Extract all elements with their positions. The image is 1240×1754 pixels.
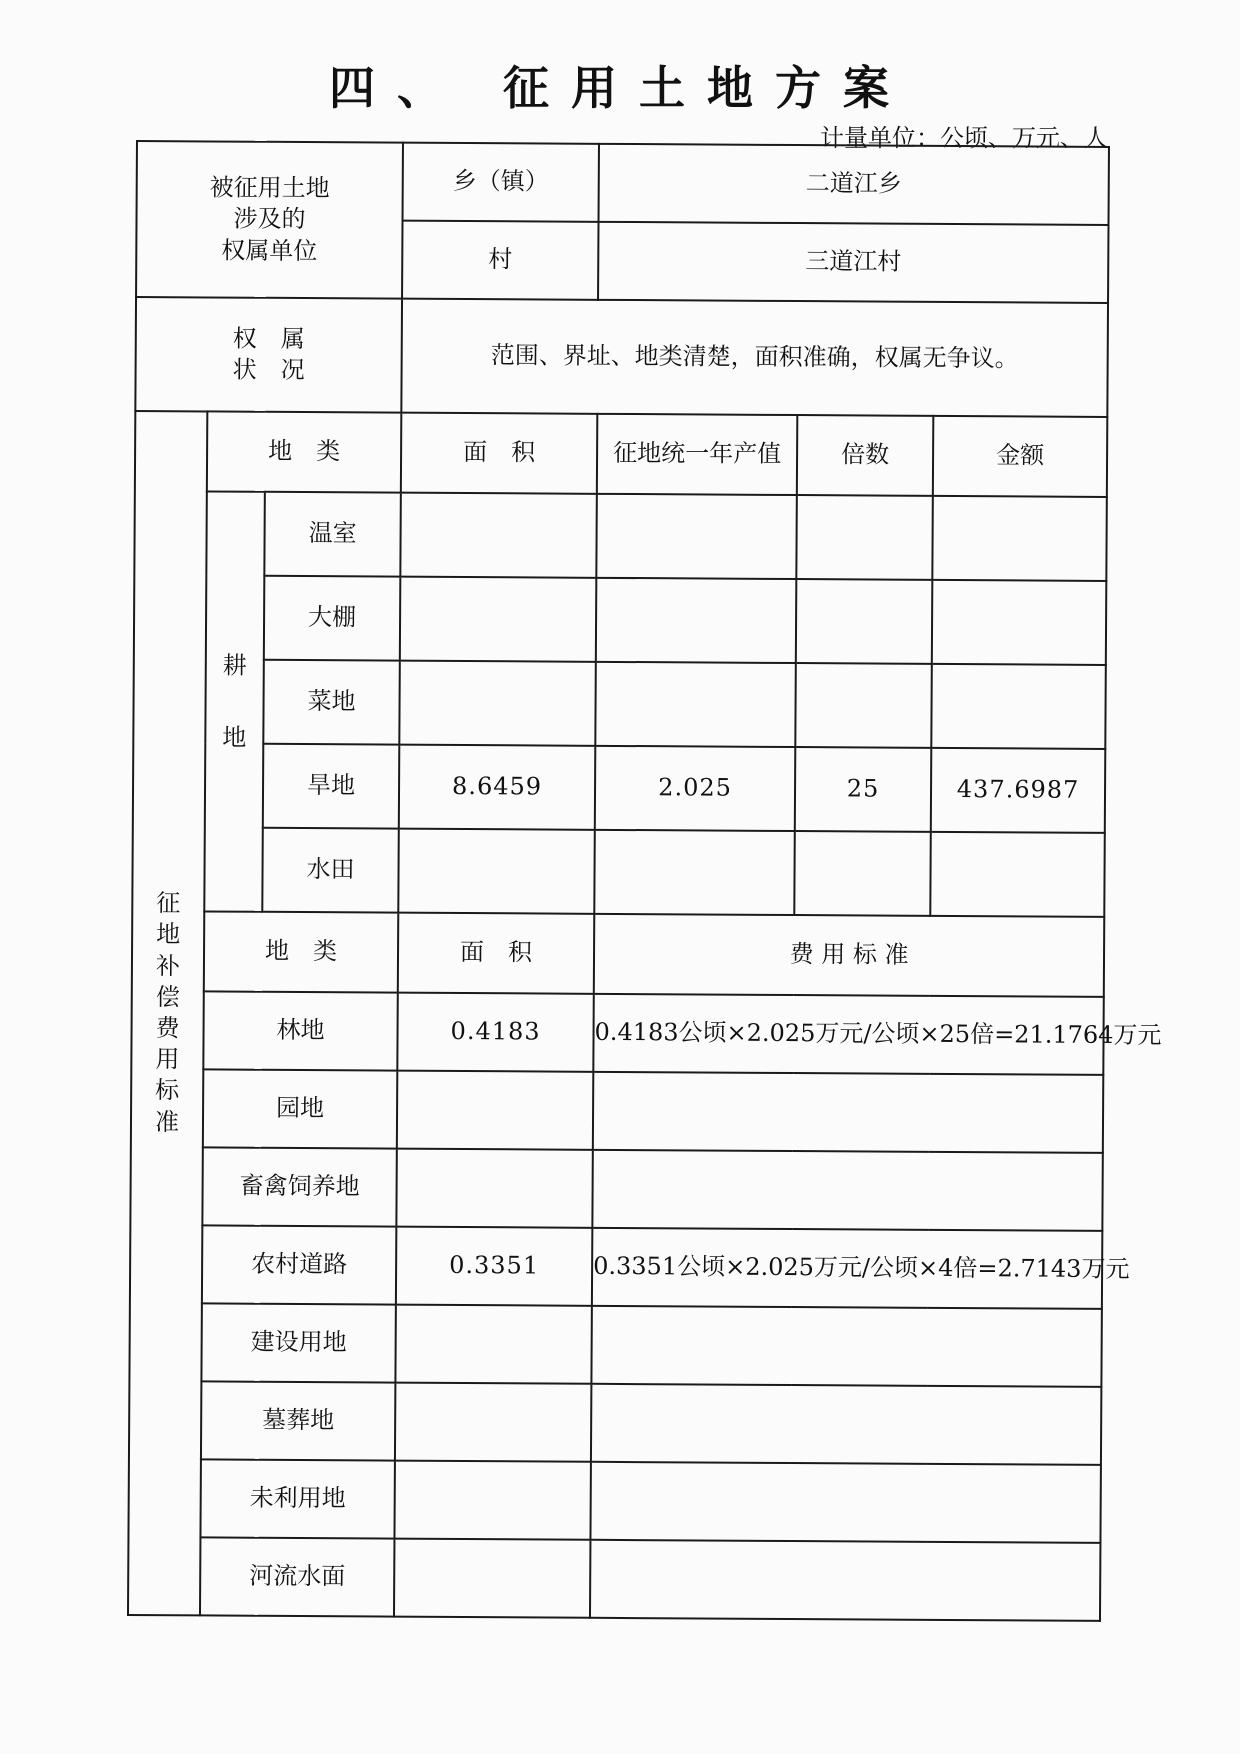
area-cell: 0.4183 — [397, 993, 593, 1072]
area-cell — [394, 1461, 590, 1540]
side-char: 征 — [156, 889, 181, 918]
standard-cell — [593, 1072, 1103, 1153]
land-type-name: 未利用地 — [200, 1459, 395, 1538]
table-row — [128, 1459, 1101, 1543]
ownership-label-line-3: 权属单位 — [221, 236, 318, 265]
village-value: 三道江村 — [598, 222, 1108, 303]
table-row — [134, 575, 1107, 665]
table-row — [134, 491, 1107, 581]
area-cell — [398, 829, 595, 914]
page-title: 四、 征用土地方案 — [328, 61, 911, 115]
area-cell — [400, 577, 597, 662]
multiple-cell — [794, 831, 931, 916]
land-type-name: 畜禽饲养地 — [202, 1147, 397, 1226]
table-row — [133, 659, 1106, 749]
multiple-cell — [796, 579, 933, 664]
multiple-cell: 25 — [795, 747, 932, 832]
township-value: 二道江乡 — [599, 144, 1109, 225]
side-char: 准 — [154, 1107, 180, 1136]
area-cell — [395, 1383, 591, 1462]
amount-cell — [931, 664, 1106, 749]
area-cell — [400, 493, 597, 578]
side-char: 标 — [155, 1076, 180, 1105]
land-type-name: 菜地 — [263, 660, 400, 745]
header-area: 面 积 — [401, 413, 597, 494]
fee-header-standard: 费 用 标 准 — [594, 914, 1105, 997]
multiple-cell — [795, 663, 932, 748]
side-char: 费 — [155, 1014, 180, 1043]
cultivated-label — [204, 491, 265, 911]
land-type-name: 林地 — [203, 991, 398, 1070]
area-cell: 0.3351 — [396, 1227, 592, 1306]
standard-cell — [591, 1306, 1101, 1387]
land-acquisition-table — [127, 140, 1162, 1622]
land-type-name: 大棚 — [264, 576, 401, 661]
table-row — [130, 1147, 1103, 1231]
cultivated-char: 地 — [222, 723, 247, 752]
standard-cell — [591, 1384, 1101, 1465]
header-amount: 金额 — [933, 416, 1108, 497]
area-cell — [397, 1071, 593, 1150]
unit-value-cell — [596, 578, 797, 663]
multiple-cell — [796, 495, 933, 580]
amount-cell — [932, 496, 1107, 581]
table-row — [128, 1537, 1101, 1621]
side-char: 用 — [155, 1045, 180, 1074]
unit-value-cell: 2.025 — [595, 746, 796, 831]
table-row — [129, 1303, 1102, 1387]
land-type-name: 温室 — [264, 492, 401, 577]
standard-cell: 0.3351公顷×2.025万元/公顷×4倍=2.7143万元 — [592, 1228, 1102, 1309]
header-multiple: 倍数 — [797, 415, 933, 496]
unit-value-cell — [595, 662, 796, 747]
side-char: 偿 — [155, 982, 180, 1012]
unit-value-cell — [596, 494, 797, 579]
header-unit-value: 征地统一年产值 — [597, 414, 797, 495]
amount-cell — [932, 580, 1107, 665]
land-type-name: 旱地 — [263, 744, 400, 829]
header-category: 地 类 — [207, 411, 402, 492]
standard-cell — [590, 1540, 1100, 1621]
village-label: 村 — [402, 221, 598, 300]
area-cell — [396, 1149, 592, 1228]
table-row — [133, 743, 1106, 833]
status-label-line-2: 状 况 — [232, 355, 305, 385]
compensation-side-label — [128, 411, 207, 1615]
side-char: 补 — [155, 951, 181, 980]
unit-value-cell — [594, 830, 795, 915]
land-type-name: 园地 — [203, 1069, 398, 1148]
status-label-line-1: 权 属 — [232, 324, 305, 353]
table-row — [129, 1381, 1102, 1465]
standard-cell — [592, 1150, 1102, 1231]
fee-header-category: 地 类 — [204, 911, 399, 992]
ownership-label-line-2: 涉及的 — [233, 205, 306, 234]
area-cell — [395, 1305, 591, 1384]
standard-cell: 0.4183公顷×2.025万元/公顷×25倍=21.1764万元 — [593, 994, 1103, 1075]
side-char: 地 — [156, 920, 181, 949]
township-label: 乡（镇） — [403, 143, 599, 222]
land-type-name: 水田 — [262, 828, 399, 913]
area-cell — [394, 1539, 590, 1618]
area-cell: 8.6459 — [399, 745, 596, 830]
status-value: 范围、界址、地类清楚，面积准确，权属无争议。 — [401, 299, 1108, 417]
status-label — [135, 297, 402, 413]
ownership-label-line-1: 被征用土地 — [209, 173, 330, 203]
land-type-name: 墓葬地 — [201, 1381, 396, 1460]
ownership-label — [136, 141, 403, 299]
table-row — [130, 1225, 1103, 1309]
land-type-name: 农村道路 — [202, 1225, 397, 1304]
land-type-name: 建设用地 — [201, 1303, 396, 1382]
table-row — [131, 991, 1104, 1075]
table-row — [131, 1069, 1104, 1153]
table-row — [132, 827, 1105, 917]
amount-cell: 437.6987 — [931, 748, 1106, 833]
fee-header-area: 面 积 — [398, 913, 594, 994]
unit-note: 计量单位：公顷、万元、人 — [820, 124, 1108, 152]
cultivated-char: 耕 — [222, 651, 247, 680]
area-cell — [399, 661, 596, 746]
land-type-name: 河流水面 — [200, 1537, 395, 1616]
standard-cell — [590, 1462, 1100, 1543]
amount-cell — [930, 832, 1105, 917]
